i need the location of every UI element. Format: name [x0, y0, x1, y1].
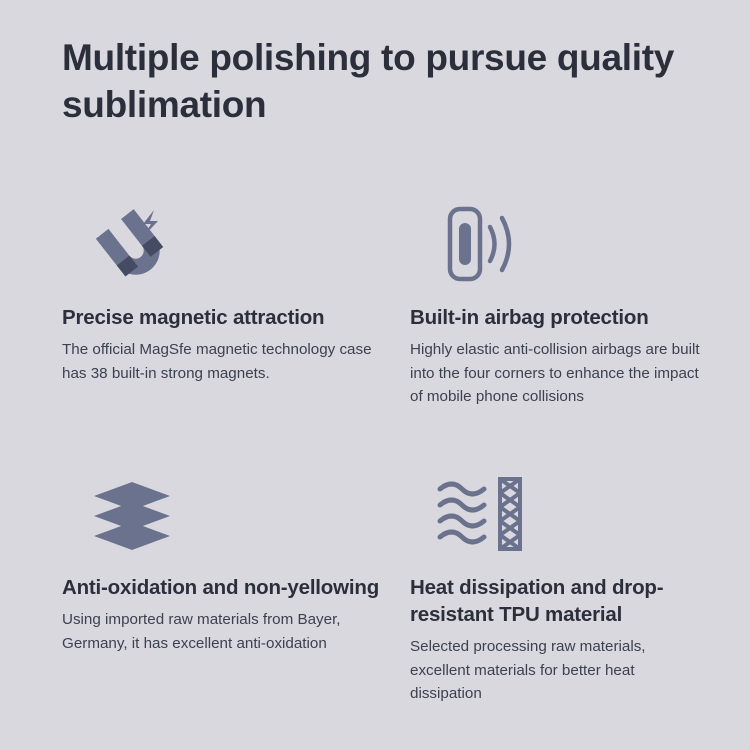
- feature-body: Using imported raw materials from Bayer, Germany, it has excellent anti-oxidation: [62, 611, 341, 652]
- feature-card-anti-oxidation: [62, 466, 410, 706]
- feature-title: Built-in airbag protection: [410, 306, 649, 329]
- feature-title: Heat dissipation and drop-resistant TPU material: [410, 576, 664, 627]
- feature-card-heat-dissipation: [410, 466, 720, 706]
- feature-body: Highly elastic anti-collision airbags are built into the four corners to enhance the impact of mobile phone collisions: [410, 341, 700, 406]
- feature-title: Precise magnetic attraction: [62, 306, 325, 329]
- feature-grid: [62, 196, 720, 706]
- feature-card-magnetic: [62, 196, 410, 466]
- magnet-icon: [62, 196, 390, 292]
- page-title: Multiple polishing to pursue quality sublimation: [62, 37, 675, 126]
- feature-body: The official MagSfe magnetic technology case has 38 built-in strong magnets.: [62, 341, 372, 382]
- heat-waves-icon: [410, 466, 700, 562]
- layers-icon: [62, 466, 390, 562]
- feature-body: Selected processing raw materials, excellent materials for better heat dissipation: [410, 638, 646, 703]
- feature-card-airbag: [410, 196, 720, 466]
- phone-airbag-icon: [410, 196, 700, 292]
- feature-title: Anti-oxidation and non-yellowing: [62, 576, 380, 599]
